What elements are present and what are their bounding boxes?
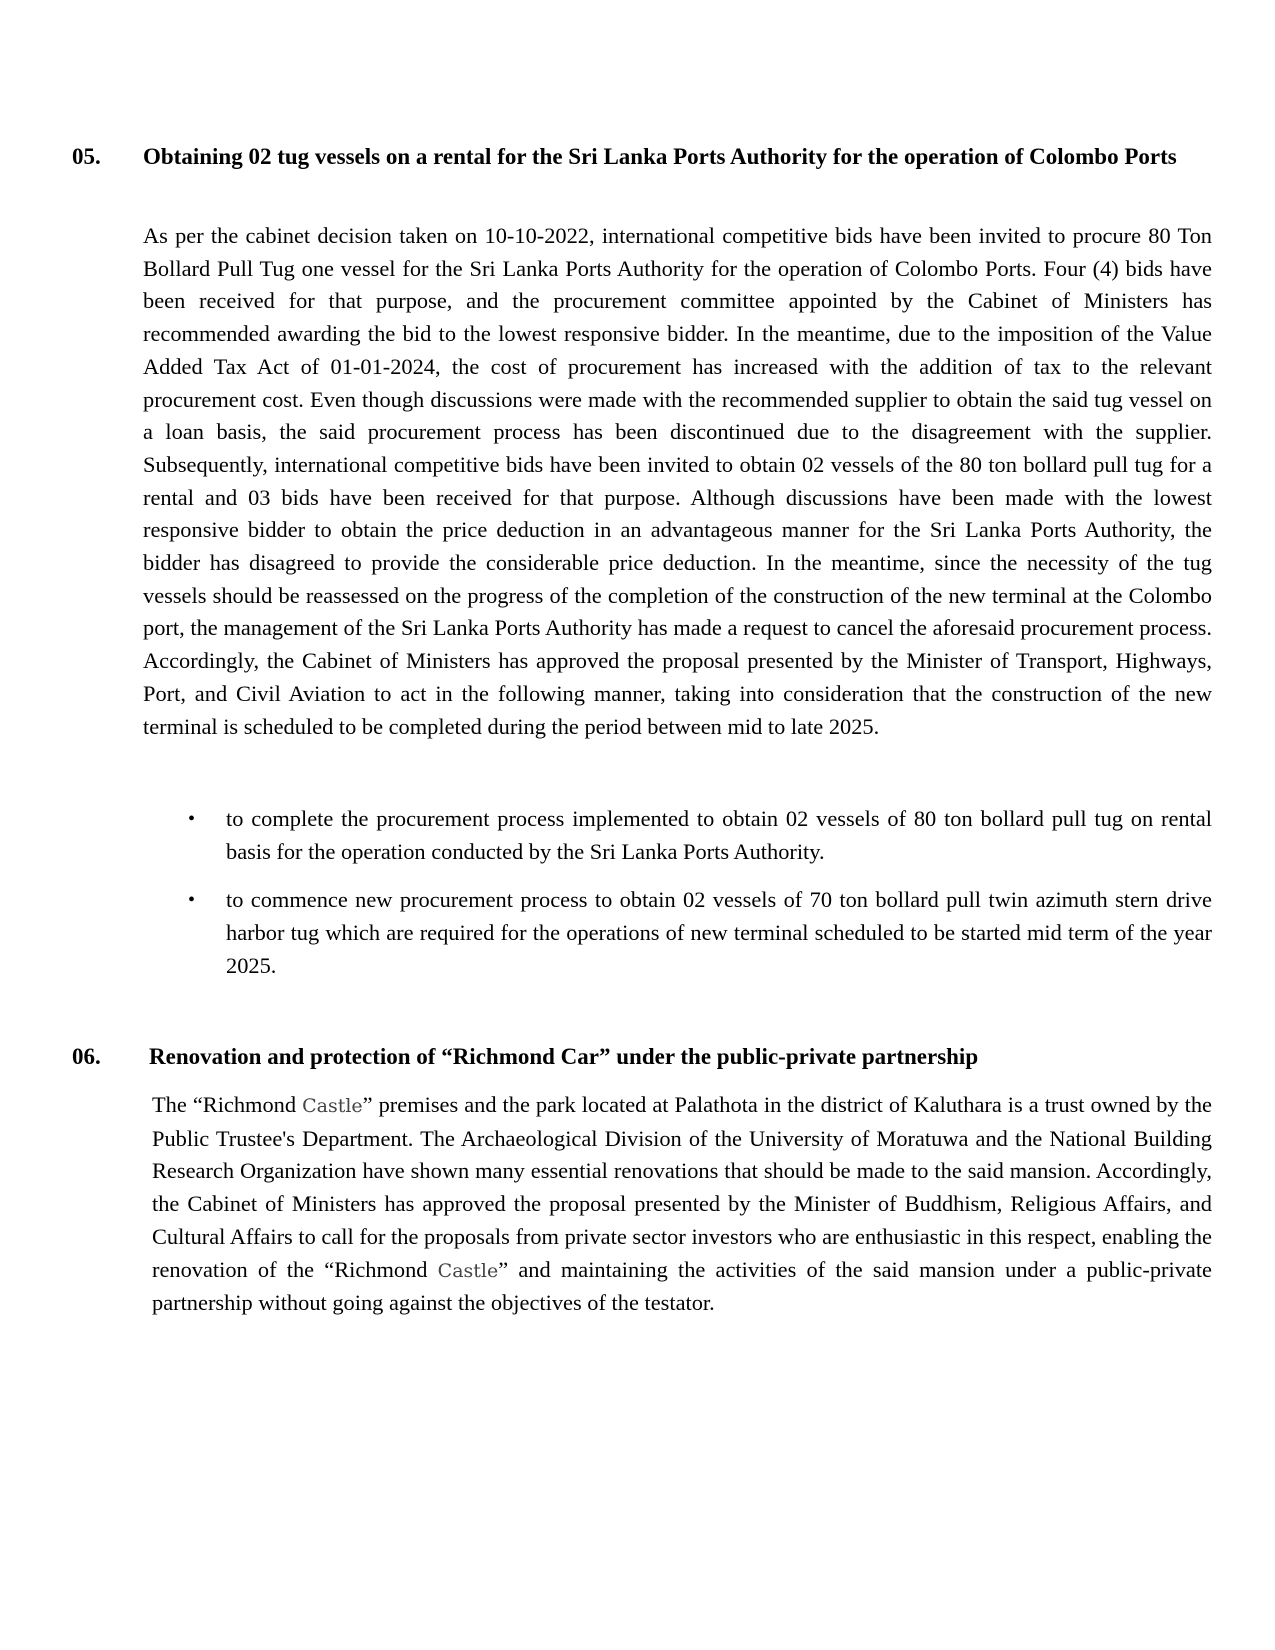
body-text: ” premises and the park located at Palathota in the district of Kaluthara is a trust owned by the Public Trustee's Department. The Archaeological Division of the University of Moratuwa and the National Building Research Organization have shown many essential renovations that should be made to the said mansion. Accordingly, the Cabinet of Ministers has approved the proposal presented by the Minister of Buddhism, Religious Affairs, and Cultural Affairs to call for the proposals from private sector investors who are enthusiastic in this respect, enabling the renovation of the “Richmond [152, 1092, 1212, 1282]
bullet-icon: • [188, 889, 196, 912]
bullet-item [188, 884, 1212, 982]
bullet-icon: • [188, 808, 196, 830]
section-title: Obtaining 02 tug vessels on a rental for the Sri Lanka Ports Authority for the operation of Colombo Ports [143, 144, 1177, 169]
section-body: As per the cabinet decision taken on 10-10-2022, international competitive bids have been invited to procure 80 Ton Bollard Pull Tug one vessel for the Sri Lanka Ports Authority for the operation of Colombo Ports. Four (4) bids have been received for that purpose, and the procurement committee appointed by the Cabinet of Ministers has recommended awarding the bid to the lowest responsive bidder. In the meantime, due to the imposition of the Value Added Tax Act of 01-01-2024, the cost of procurement has increased with the addition of tax to the relevant procurement cost. Even though discussions were made with the recommended supplier to obtain the said tug vessel on a loan basis, the said procurement process has been discontinued due to the disagreement with the supplier. Subsequently, international competitive bids have been invited to obtain 02 vessels of the 80 ton bollard pull tug for a rental and 03 bids have been received for that purpose. Although discussions have been made with the lowest responsive bidder to obtain the price deduction in an advantageous manner for the Sri Lanka Ports Authority, the bidder has disagreed to provide the considerable price deduction. In the meantime, since the necessity of the tug vessels should be reassessed on the progress of the completion of the construction of the new terminal at the Colombo port, the management of the Sri Lanka Ports Authority has made a request to cancel the aforesaid procurement process. Accordingly, the Cabinet of Ministers has approved the proposal presented by the Minister of Transport, Highways, Port, and Civil Aviation to act in the following manner, taking into consideration that the construction of the new terminal is scheduled to be completed during the period between mid to late 2025. [143, 223, 1212, 739]
bullet-item [188, 803, 1212, 868]
section-number: 05. [72, 144, 101, 169]
castle-word: Castle [302, 1095, 363, 1117]
body-text: The “Richmond [152, 1092, 303, 1117]
bullet-text: to commence new procurement process to obtain 02 vessels of 70 ton bollard pull twin azimuth stern drive harbor tug which are required for the operations of new terminal scheduled to be started mid term of the year 2025. [226, 887, 1212, 978]
section-title: Renovation and protection of “Richmond Car” under the public-private partnership [149, 1044, 979, 1069]
section-number: 06. [72, 1044, 101, 1069]
castle-word: Castle [437, 1259, 499, 1282]
bullet-list [188, 803, 1212, 999]
section-body [152, 1089, 1212, 1320]
bullet-text: to complete the procurement process implemented to obtain 02 vessels of 80 ton bollard pull tug on rental basis for the operation conducted by the Sri Lanka Ports Authority. [226, 806, 1212, 864]
body-text: ” and maintaining the activities of the said mansion under a public-private partnership without going against the objectives of the testator. [152, 1256, 1212, 1316]
